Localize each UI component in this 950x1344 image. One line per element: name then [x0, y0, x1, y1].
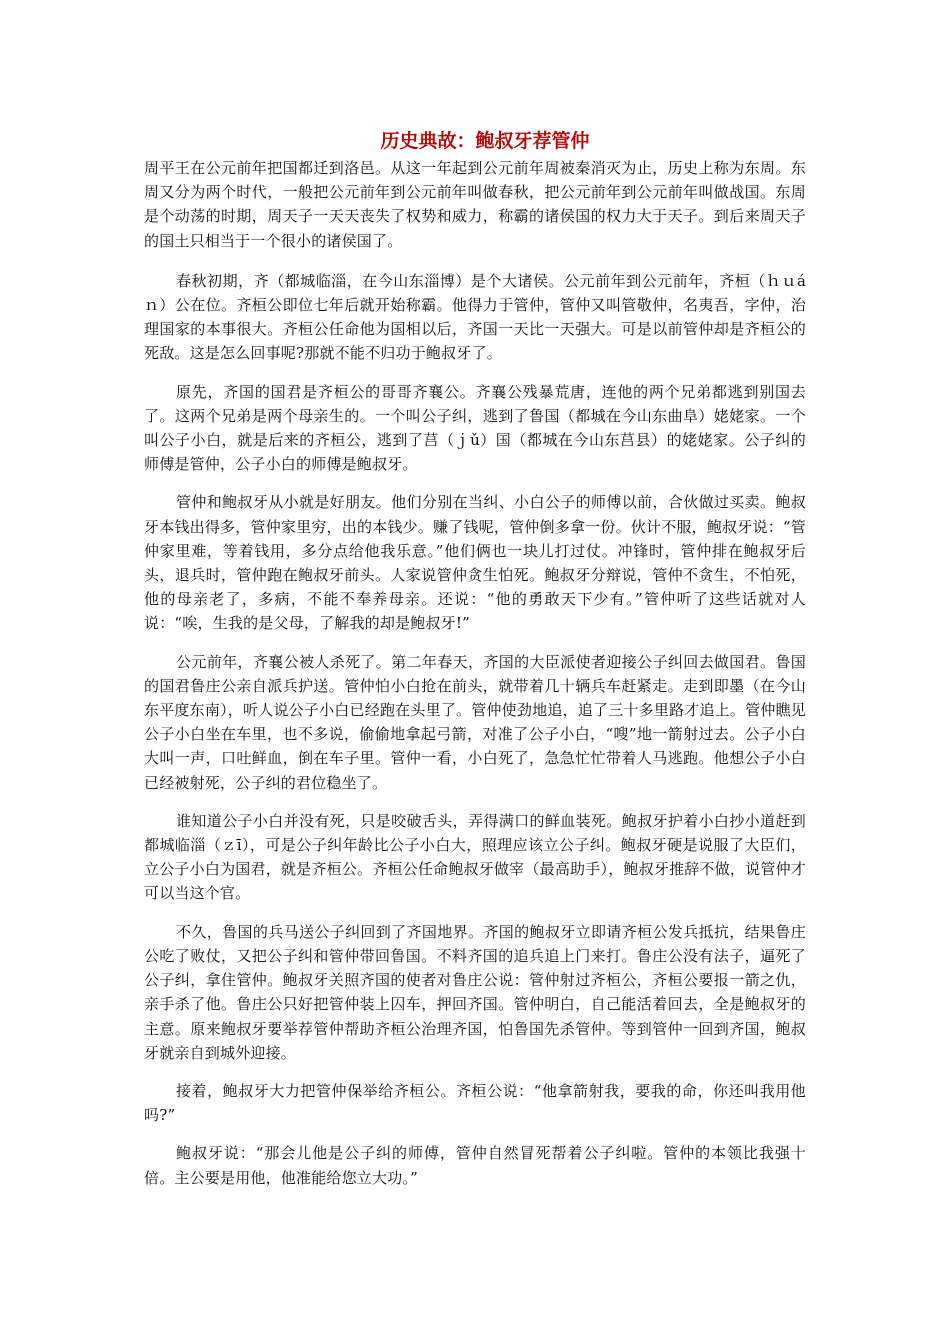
paragraph-6: 谁知道公子小白并没有死，只是咬破舌头，弄得满口的鲜血装死。鲍叔牙护着小白抄小道赶到都城临淄（ｚī），可是公子纠年龄比公子小白大，照理应该立公子纠。鲍叔牙硬是说服了大臣们，立公子小白为国君，就是齐桓公。齐桓公任命鲍叔牙做宰（最高助手），鲍叔牙推辞不做，说管仲才可以当这个官。 [144, 811, 806, 903]
document-title: 历史典故：鲍叔牙荐管仲 [380, 130, 590, 152]
paragraph-8: 接着，鲍叔牙大力把管仲保举给齐桓公。齐桓公说：“他拿箭射我，要我的命，你还叫我用他吗?” [144, 1081, 806, 1125]
paragraph-4: 管仲和鲍叔牙从小就是好朋友。他们分别在当纠、小白公子的师傅以前，合伙做过买卖。鲍叔牙本钱出得多，管仲家里穷，出的本钱少。赚了钱呢，管仲倒多拿一份。伙计不服，鲍叔牙说：“管仲家里难，等着钱用，多分点给他我乐意。”他们俩也一块儿打过仗。冲锋时，管仲排在鲍叔牙后头，退兵时，管仲跑在鲍叔牙前头。人家说管仲贪生怕死。鲍叔牙分辩说，管仲不贪生，不怕死，他的母亲老了，多病，不能不奉养母亲。还说：“他的勇敢天下少有。”管仲听了这些话就对人说：“唉，生我的是父母，了解我的却是鲍叔牙!” [144, 493, 806, 633]
paragraph-1: 周平王在公元前年把国都迁到洛邑。从这一年起到公元前年周被秦消灭为止，历史上称为东周。东周又分为两个时代，一般把公元前年到公元前年叫做春秋，把公元前年到公元前年叫做战国。东周是个动荡的时期，周天子一天天丧失了权势和威力，称霸的诸侯国的权力大于天子。到后来周天子的国土只相当于一个很小的诸侯国了。 [144, 159, 806, 250]
paragraph-7: 不久，鲁国的兵马送公子纠回到了齐国地界。齐国的鲍叔牙立即请齐桓公发兵抵抗，结果鲁庄公吃了败仗，又把公子纠和管仲带回鲁国。不料齐国的追兵追上门来打。鲁庄公没有法子，逼死了公子纠，拿住管仲。鲍叔牙关照齐国的使者对鲁庄公说：管仲射过齐桓公，齐桓公要报一箭之仇，亲手杀了他。鲁庄公只好把管仲装上囚车，押回齐国。管仲明白，自己能活着回去，全是鲍叔牙的主意。原来鲍叔牙要举荐管仲帮助齐桓公治理齐国，怕鲁国先杀管仲。等到管仲一回到齐国，鲍叔牙就亲自到城外迎接。 [144, 922, 806, 1062]
paragraph-2: 春秋初期，齐（都城临淄，在今山东淄博）是个大诸侯。公元前年到公元前年，齐桓（ｈｕáｎ）公在位。齐桓公即位七年后就开始称霸。他得力于管仲，管仲又叫管敬仲，名夷吾，字仲，治理国家的本事很大。齐桓公任命他为国相以后，齐国一天比一天强大。可是以前管仲却是齐桓公的死敌。这是怎么回事呢?那就不能不归功于鲍叔牙了。 [144, 271, 806, 363]
document-page [144, 128, 806, 1204]
paragraph-9: 鲍叔牙说：“那会儿他是公子纠的师傅，管仲自然冒死帮着公子纠啦。管仲的本领比我强十倍。主公要是用他，他准能给您立大功。” [144, 1144, 806, 1187]
paragraph-5: 公元前年，齐襄公被人杀死了。第二年春天，齐国的大臣派使者迎接公子纠回去做国君。鲁国的国君鲁庄公亲自派兵护送。管仲怕小白抢在前头，就带着几十辆兵车赶紧走。走到即墨（在今山东平度东南），听人说公子小白已经跑在头里了。管仲使劲地追，追了三十多里路才追上。管仲瞧见公子小白坐在车里，也不多说，偷偷地拿起弓箭，对准了公子小白，“嗖”地一箭射过去。公子小白大叫一声，口吐鲜血，倒在车子里。管仲一看，小白死了，急急忙忙带着人马逃跑。他想公子小白已经被射死，公子纠的君位稳坐了。 [144, 652, 806, 792]
paragraph-3: 原先，齐国的国君是齐桓公的哥哥齐襄公。齐襄公残暴荒唐，连他的两个兄弟都逃到别国去了。这两个兄弟是两个母亲生的。一个叫公子纠，逃到了鲁国（都城在今山东曲阜）姥姥家。一个叫公子小白，就是后来的齐桓公，逃到了莒（ｊǔ）国（都城在今山东莒县）的姥姥家。公子纠的师傅是管仲，公子小白的师傅是鲍叔牙。 [144, 382, 806, 474]
